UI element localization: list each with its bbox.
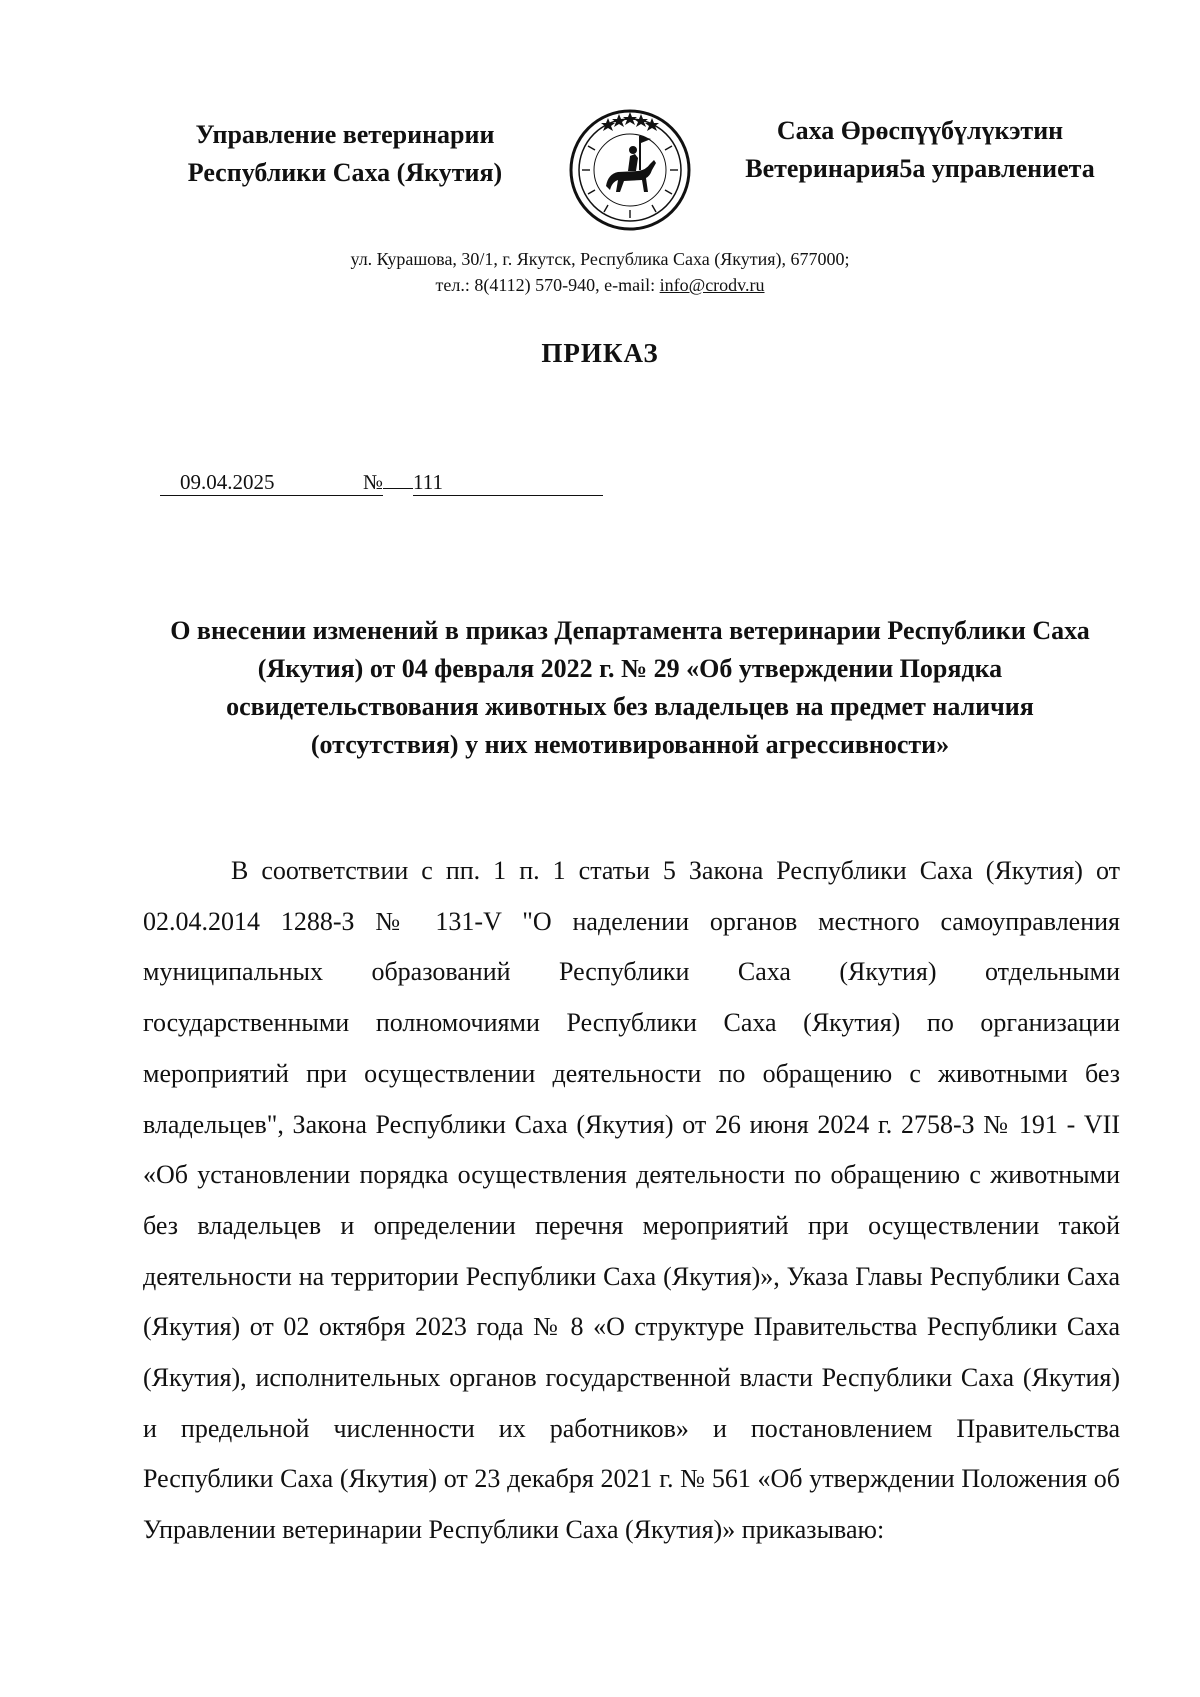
org-name-russian-line1: Управление ветеринарии <box>195 120 495 149</box>
date-number-line <box>160 462 603 496</box>
body-paragraph: В соответствии с пп. 1 п. 1 статьи 5 Закона Республики Саха (Якутия) от 02.04.2014 1288-З № 131-V "О наделении органов местного самоуправления муниципальных образований Республики Саха (Якутия) отдельными государственными полномочиями Республики Саха (Якутия) по организации мероприятий при осуществлении деятельности по обращению с животными без владельцев", Закона Республики Саха (Якутия) от 26 июня 2024 г. 2758-З № 191 - VII «Об установлении порядка осуществления деятельности по обращению с животными без владельцев и определении перечня мероприятий при осуществлении такой деятельности на территории Республики Саха (Якутия)», Указа Главы Республики Саха (Якутия) от 02 октября 2023 года № 8 «О структуре Правительства Республики Саха (Якутия), исполнительных органов государственной власти Республики Саха (Якутия) и предельной численности их работников» и постановлением Правительства Республики Саха (Якутия) от 23 декабря 2021 г. № 561 «Об утверждении Положения об Управлении ветеринарии Республики Саха (Якутия)» приказываю: <box>143 856 1120 1545</box>
yakutia-emblem-icon <box>568 108 692 232</box>
phone-text: тел.: 8(4112) 570-940, e-mail: <box>435 275 660 295</box>
org-name-yakut-line1: Саха Өрөспүүбүлүкэтин <box>776 116 1064 145</box>
number-sign: № <box>363 470 384 494</box>
subject-line: (отсутствия) у них немотивированной агрессивности» <box>310 730 950 759</box>
address-line: ул. Курашова, 30/1, г. Якутск, Республика Саха (Якутия), 677000; <box>350 249 850 269</box>
org-address <box>200 246 1000 298</box>
document-subject <box>140 612 1120 764</box>
org-name-russian-line2: Республики Саха (Якутия) <box>187 158 503 187</box>
org-name-yakut-line2: Ветеринария5а управлениета <box>745 154 1095 183</box>
number-underline-lead <box>383 462 413 489</box>
subject-line: освидетельствования животных без владельцев на предмет наличия <box>226 692 1034 721</box>
subject-line: (Якутия) от 04 февраля 2022 г. № 29 «Об утверждении Порядка <box>257 654 1003 683</box>
email-link[interactable]: info@crodv.ru <box>659 275 765 295</box>
document-title: ПРИКАЗ <box>541 338 659 368</box>
document-number: 111 <box>413 469 603 496</box>
subject-line: О внесении изменений в приказ Департамента ветеринарии Республики Саха <box>170 616 1090 645</box>
document-date: 09.04.2025 <box>160 469 363 496</box>
org-name-yakut <box>725 112 1115 188</box>
org-name-russian <box>150 116 540 192</box>
contact-line <box>200 272 1000 298</box>
